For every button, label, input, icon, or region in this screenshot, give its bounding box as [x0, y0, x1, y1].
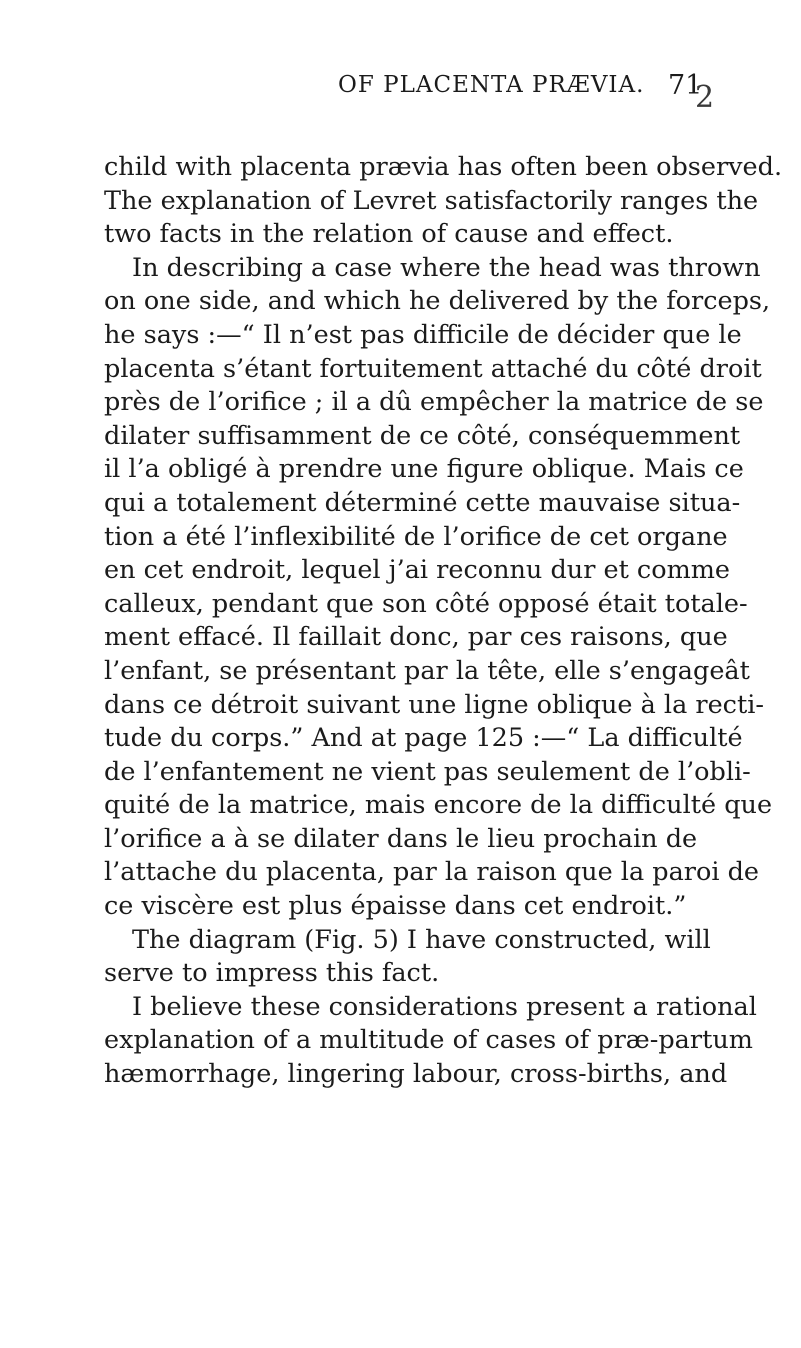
text-line: child with placenta prævia has often been observed.: [104, 152, 783, 182]
text-line: ment effacé. Il faillait donc, par ces raisons, que: [104, 622, 728, 653]
text-line: dans ce détroit suivant une ligne oblique à la recti-: [104, 689, 764, 720]
text-line: on one side, and which he delivered by the forceps,: [104, 286, 771, 317]
text-line: two facts in the relation of cause and effect.: [104, 219, 674, 250]
text-line: en cet endroit, lequel j’ai reconnu dur et comme: [104, 555, 731, 586]
running-title: OF PLACENTA PRÆVIA.: [338, 72, 645, 98]
running-head: [0, 72, 801, 112]
text-line: In describing a case where the head was thrown: [132, 252, 761, 283]
text-line: hæmorrhage, lingering labour, cross-births, and: [104, 1059, 728, 1090]
text-line: dilater suffisamment de ce côté, conséquemment: [104, 420, 741, 451]
text-line: l’enfant, se présentant par la tête, elle s’engageât: [104, 655, 750, 686]
margin-pencil-mark: 2: [695, 80, 715, 115]
text-line: ce viscère est plus épaisse dans cet endroit.”: [104, 891, 687, 922]
text-line: he says :—“ Il n’est pas difficile de décider que le: [104, 319, 742, 350]
text-line: près de l’orifice ; il a dû empêcher la matrice de se: [104, 387, 764, 418]
text-line: tude du corps.” And at page 125 :—“ La difficulté: [104, 723, 743, 754]
text-line: calleux, pendant que son côté opposé était totale-: [104, 588, 748, 619]
body-text: [104, 151, 783, 1092]
text-line: I believe these considerations present a rational: [132, 991, 757, 1022]
text-line: The diagram (Fig. 5) I have constructed, will: [132, 924, 711, 955]
text-line: l’attache du placenta, par la raison que la paroi de: [104, 857, 760, 888]
text-line: explanation of a multitude of cases of præ-partum: [104, 1025, 753, 1056]
text-line: The explanation of Levret satisfactorily ranges the: [104, 185, 759, 216]
text-line: placenta s’étant fortuitement attaché du côté droit: [104, 353, 762, 384]
text-line: quité de la matrice, mais encore de la difficulté que: [104, 790, 773, 821]
text-line: de l’enfantement ne vient pas seulement de l’obli-: [104, 756, 751, 787]
text-line: serve to impress this fact.: [104, 958, 440, 989]
text-line: l’orifice a à se dilater dans le lieu prochain de: [104, 823, 698, 854]
page-number: 71: [668, 70, 703, 101]
text-line: tion a été l’inflexibilité de l’orifice de cet organe: [104, 521, 728, 552]
text-line: qui a totalement déterminé cette mauvaise situa-: [104, 487, 741, 518]
text-line: il l’a obligé à prendre une figure oblique. Mais ce: [104, 454, 744, 485]
